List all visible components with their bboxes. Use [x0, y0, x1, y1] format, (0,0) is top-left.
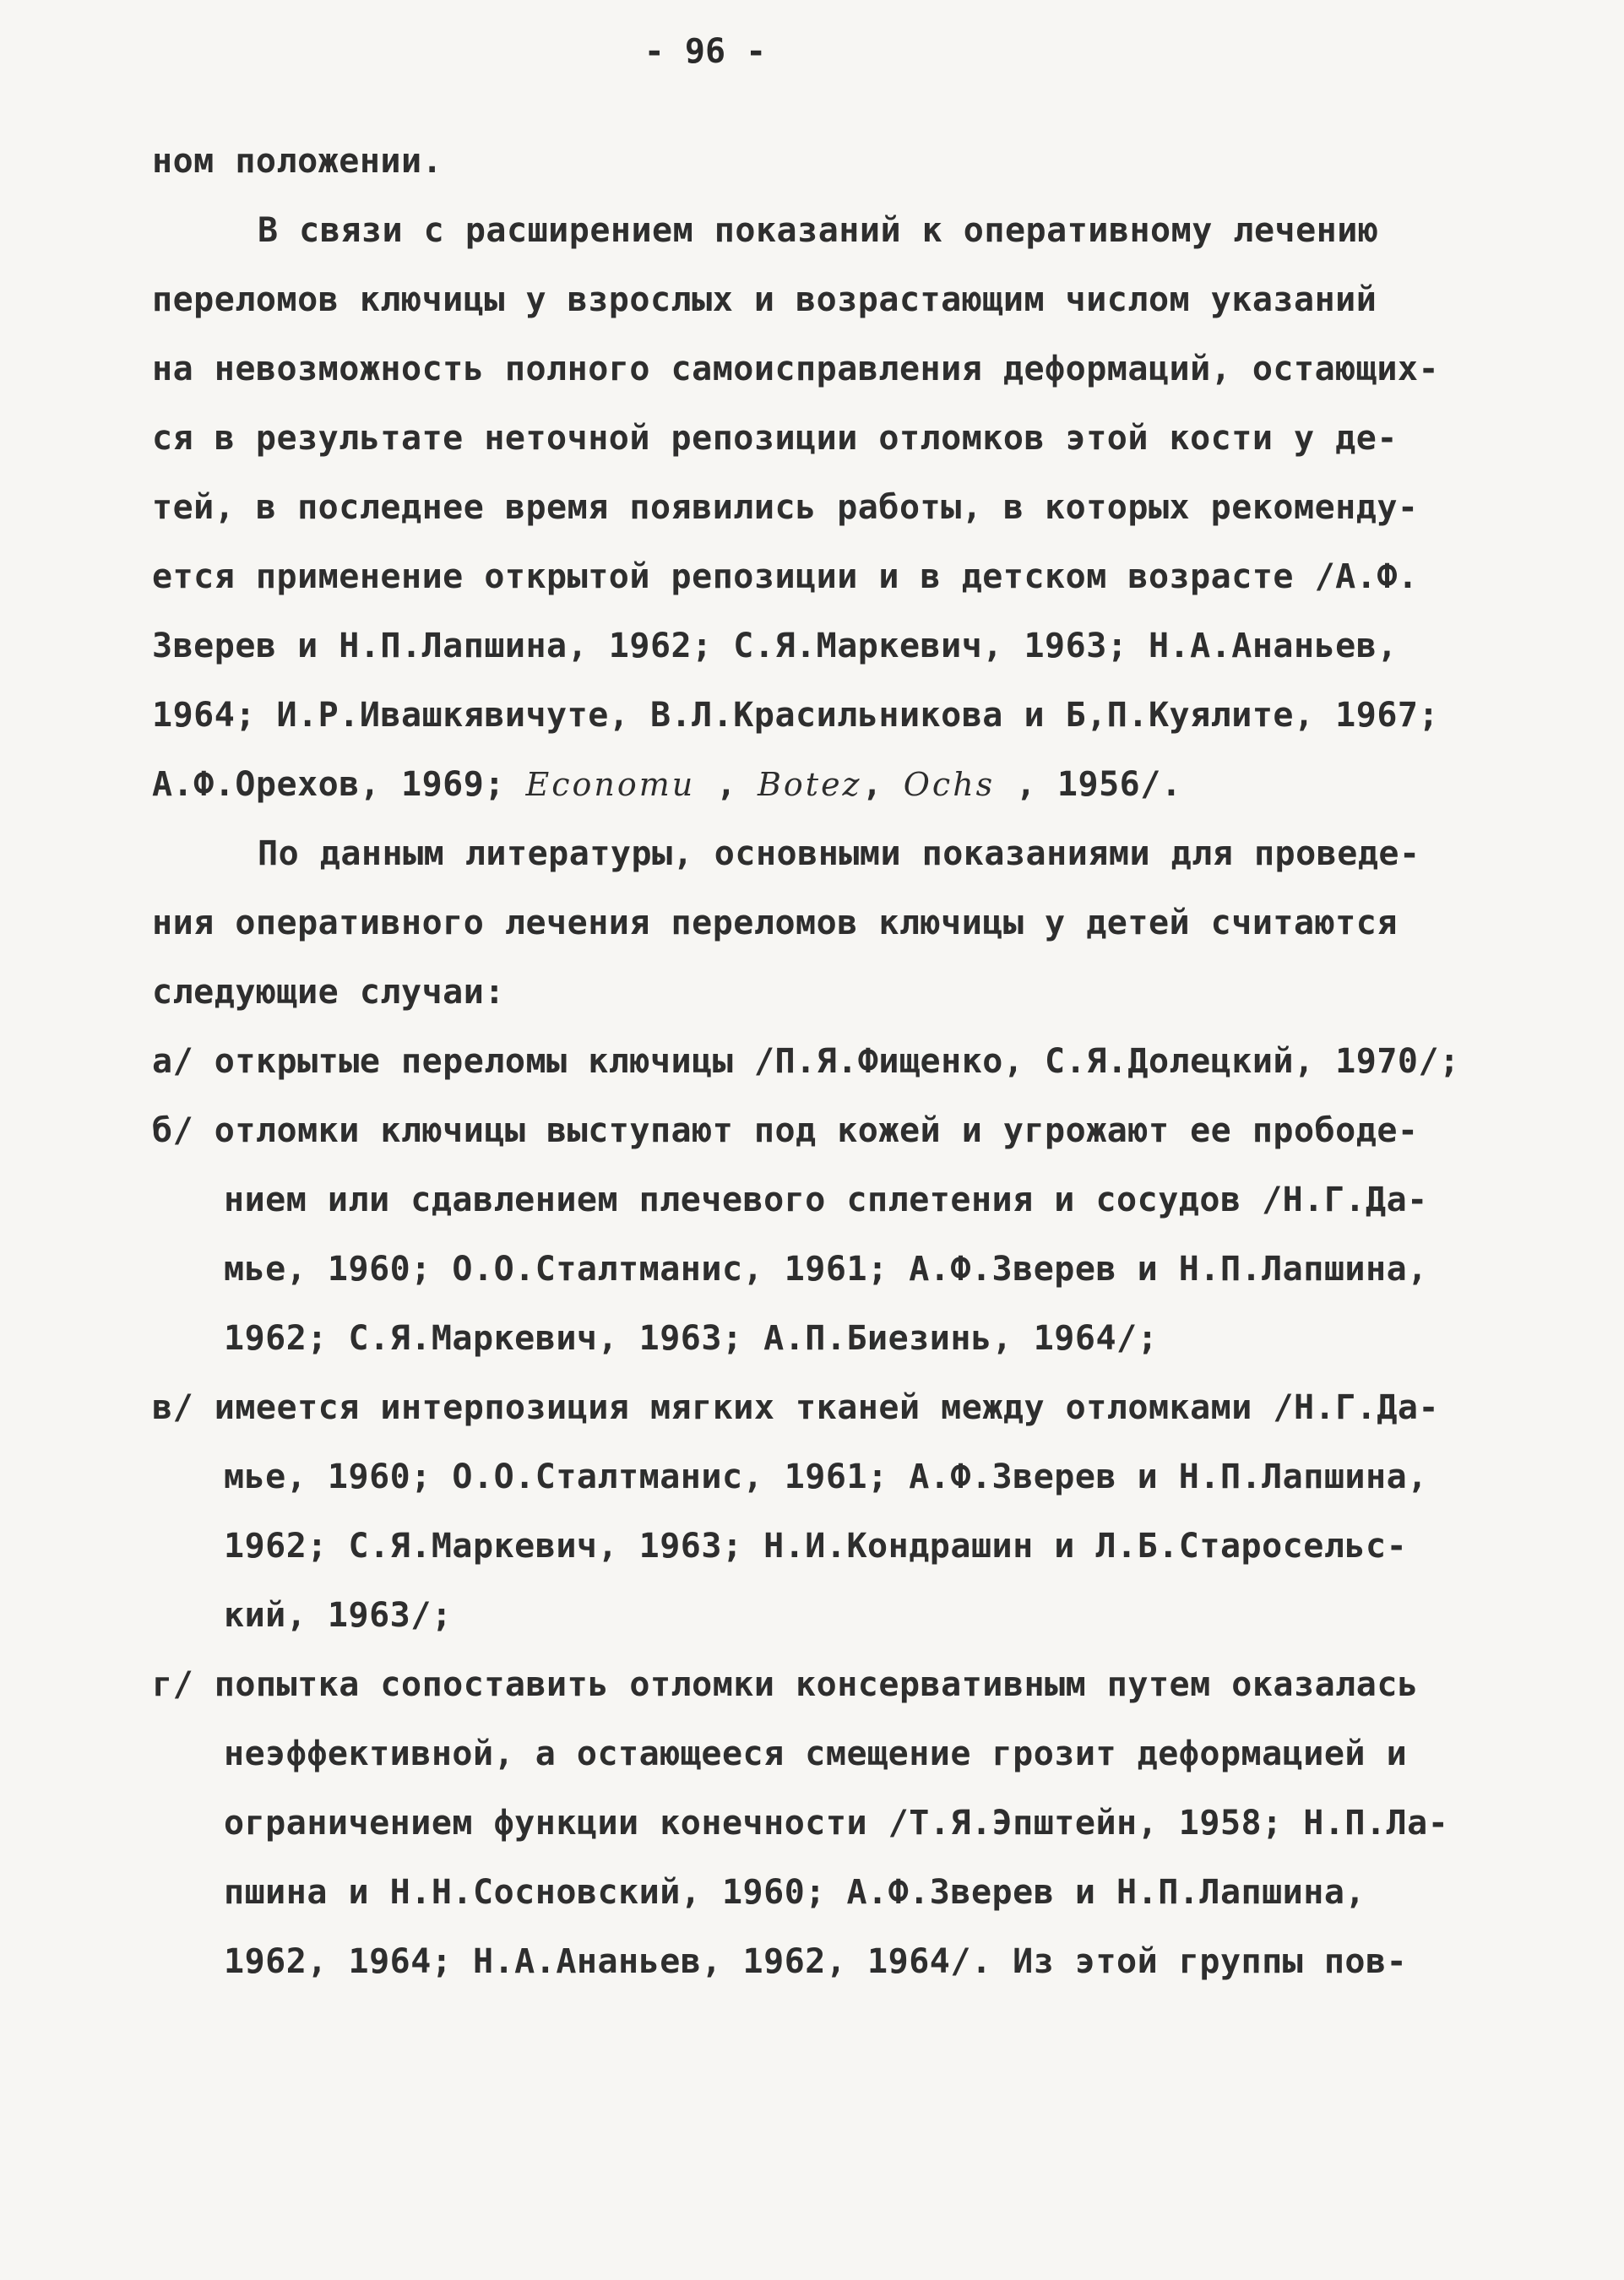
handwritten-sep-2: , — [861, 765, 904, 804]
text-line — [152, 888, 1469, 958]
page-number: - 96 - — [644, 32, 767, 71]
text-line — [152, 127, 1469, 196]
line2-11: кий, 1963/; — [224, 1596, 453, 1635]
line2-8: в/ имеется интерпозиция мягких тканей между отломками /Н.Г.Да- — [152, 1388, 1440, 1427]
line2-10: 1962; С.Я.Маркевич, 1963; Н.И.Кондрашин и Л.Б.Старосельс- — [224, 1527, 1408, 1566]
text-line — [152, 265, 1469, 334]
text-line — [152, 473, 1469, 542]
line2-15: пшина и Н.Н.Сосновский, 1960; А.Ф.Зверев и Н.П.Лапшина, — [224, 1873, 1366, 1912]
line-4: ся в результате неточной репозиции отломков этой кости у де- — [152, 419, 1398, 458]
text-line — [152, 404, 1469, 473]
line2-3: а/ открытые переломы ключицы /П.Я.Фищенко, С.Я.Долецкий, 1970/; — [152, 1042, 1460, 1081]
line2-5: нием или сдавлением плечевого сплетения и сосудов /Н.Г.Да- — [224, 1181, 1428, 1219]
line-8: 1964; И.Р.Ивашкявичуте, В.Л.Красильникова и Б,П.Куялите, 1967; — [152, 696, 1440, 735]
text-line — [152, 1581, 1469, 1650]
handwritten-line-before: А.Ф.Орехов, 1969; — [152, 765, 526, 804]
line2-13: неэффективной, а остающееся смещение грозит деформацией и — [224, 1734, 1408, 1773]
line-6: ется применение открытой репозиции и в детском возрасте /А.Ф. — [152, 557, 1419, 596]
line2-2: следующие случаи: — [152, 973, 505, 1012]
body-text — [152, 127, 1469, 1996]
list-item-g — [152, 1650, 1469, 1719]
text-line — [152, 1858, 1469, 1927]
text-line — [152, 958, 1469, 1027]
text-line — [152, 611, 1469, 681]
text-line — [152, 196, 1469, 265]
line2-9: мье, 1960; О.О.Сталтманис, 1961; А.Ф.Зверев и Н.П.Лапшина, — [224, 1458, 1428, 1496]
text-line — [152, 1442, 1469, 1512]
handwritten-name-ochs: Ochs — [903, 766, 996, 803]
list-item-b — [152, 1096, 1469, 1165]
line2-14: ограничением функции конечности /Т.Я.Эпштейн, 1958; Н.П.Ла- — [224, 1804, 1449, 1843]
text-line — [152, 681, 1469, 750]
line-7: Зверев и Н.П.Лапшина, 1962; С.Я.Маркевич, 1963; Н.А.Ананьев, — [152, 627, 1398, 665]
text-line — [152, 1789, 1469, 1858]
text-line — [152, 1719, 1469, 1789]
line-1: В связи с расширением показаний к оперативному лечению — [258, 211, 1379, 250]
text-line-handwritten — [152, 750, 1469, 819]
line2-0: По данным литературы, основными показаниями для проведе- — [258, 834, 1420, 873]
text-line — [152, 1304, 1469, 1373]
text-line — [152, 1512, 1469, 1581]
handwritten-name-economu: Economu — [525, 766, 696, 803]
line2-4: б/ отломки ключицы выступают под кожей и угрожают ее прободе- — [152, 1111, 1419, 1150]
handwritten-line-after: , 1956/. — [995, 765, 1182, 804]
handwritten-sep-1: , — [695, 765, 758, 804]
list-item-v — [152, 1373, 1469, 1442]
line-2: переломов ключицы у взрослых и возрастающим числом указаний — [152, 280, 1377, 319]
line2-6: мье, 1960; О.О.Сталтманис, 1961; А.Ф.Зверев и Н.П.Лапшина, — [224, 1250, 1428, 1289]
text-line — [152, 819, 1469, 888]
line2-16: 1962, 1964; Н.А.Ананьев, 1962, 1964/. Из этой группы пов- — [224, 1942, 1408, 1981]
text-line — [152, 1165, 1469, 1235]
line-3: на невозможность полного самоисправления деформаций, остающих- — [152, 350, 1440, 388]
text-line — [152, 1927, 1469, 1996]
line2-1: ния оперативного лечения переломов ключицы у детей считаются — [152, 904, 1398, 942]
line2-7: 1962; С.Я.Маркевич, 1963; А.П.Биезинь, 1964/; — [224, 1319, 1159, 1358]
text-line — [152, 542, 1469, 611]
line2-12: г/ попытка сопоставить отломки консервативным путем оказалась — [152, 1665, 1419, 1704]
handwritten-name-botez: Botez — [758, 766, 862, 803]
line-5: тей, в последнее время появились работы, в которых рекоменду- — [152, 488, 1419, 527]
text-line — [152, 334, 1469, 404]
list-item-a — [152, 1027, 1469, 1096]
text-line — [152, 1235, 1469, 1304]
line-0: ном положении. — [152, 142, 443, 181]
